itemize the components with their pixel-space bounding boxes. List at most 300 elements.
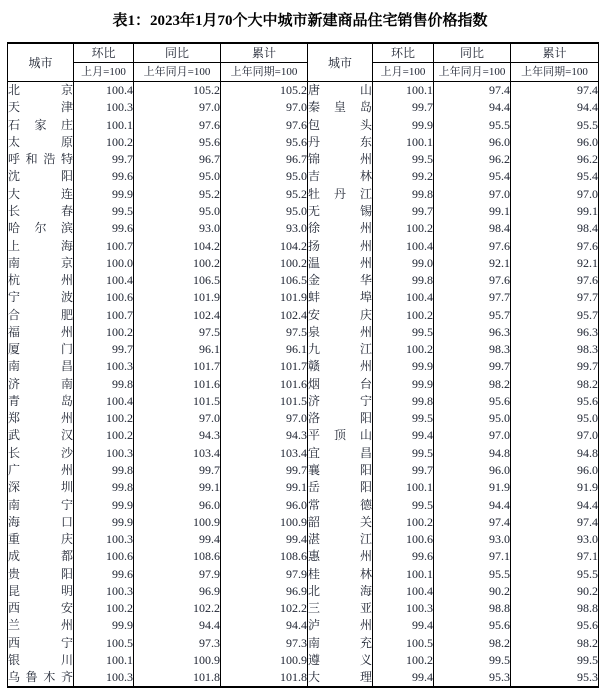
value-cell: 95.6: [221, 134, 308, 151]
city-cell: 锦州: [308, 151, 373, 168]
value-cell: 99.5: [373, 445, 434, 462]
value-cell: 94.3: [221, 427, 308, 444]
value-cell: 100.6: [373, 531, 434, 548]
value-cell: 100.4: [373, 289, 434, 306]
value-cell: 99.9: [373, 117, 434, 134]
value-cell: 99.7: [373, 462, 434, 479]
city-cell: 合肥: [8, 306, 74, 323]
price-index-table: [7, 42, 599, 688]
header-yoy-left: 同比: [134, 43, 221, 63]
city-cell: 烟台: [308, 376, 373, 393]
city-cell: 北海: [308, 583, 373, 600]
value-cell: 93.0: [434, 531, 511, 548]
header-city-right: 城市: [308, 43, 373, 82]
city-cell: 昆明: [8, 583, 74, 600]
value-cell: 99.1: [434, 203, 511, 220]
value-cell: 95.6: [511, 393, 599, 410]
value-cell: 106.5: [134, 272, 221, 289]
value-cell: 102.2: [221, 600, 308, 617]
value-cell: 98.2: [511, 376, 599, 393]
value-cell: 96.0: [434, 134, 511, 151]
header-mom-left: 环比: [74, 43, 134, 63]
table-row: [8, 151, 599, 168]
value-cell: 100.5: [373, 635, 434, 652]
value-cell: 97.0: [511, 186, 599, 203]
table-row: [8, 652, 599, 669]
city-cell: 西安: [8, 600, 74, 617]
table-row: [8, 306, 599, 323]
value-cell: 99.9: [74, 186, 134, 203]
value-cell: 100.9: [134, 652, 221, 669]
city-cell: 乌鲁木齐: [8, 669, 74, 687]
value-cell: 100.4: [74, 393, 134, 410]
city-cell: 太原: [8, 134, 74, 151]
value-cell: 96.0: [221, 496, 308, 513]
value-cell: 90.2: [511, 583, 599, 600]
table-row: [8, 82, 599, 100]
city-cell: 包头: [308, 117, 373, 134]
value-cell: 100.9: [221, 652, 308, 669]
city-cell: 福州: [8, 324, 74, 341]
city-cell: 徐州: [308, 220, 373, 237]
city-cell: 杭州: [8, 272, 74, 289]
table-row: [8, 462, 599, 479]
value-cell: 92.1: [511, 255, 599, 272]
table-row: [8, 376, 599, 393]
table-row: [8, 514, 599, 531]
value-cell: 106.5: [221, 272, 308, 289]
city-cell: 常德: [308, 496, 373, 513]
value-cell: 100.0: [74, 255, 134, 272]
value-cell: 100.9: [134, 514, 221, 531]
value-cell: 95.3: [511, 669, 599, 687]
city-cell: 三亚: [308, 600, 373, 617]
value-cell: 108.6: [134, 548, 221, 565]
value-cell: 95.2: [134, 186, 221, 203]
city-cell: 武汉: [8, 427, 74, 444]
value-cell: 100.6: [74, 548, 134, 565]
value-cell: 99.7: [434, 358, 511, 375]
value-cell: 100.3: [74, 583, 134, 600]
city-cell: 秦皇岛: [308, 99, 373, 116]
value-cell: 95.0: [134, 168, 221, 185]
city-cell: 洛阳: [308, 410, 373, 427]
table-row: [8, 134, 599, 151]
value-cell: 100.5: [74, 635, 134, 652]
city-cell: 吉林: [308, 168, 373, 185]
value-cell: 98.4: [511, 220, 599, 237]
value-cell: 100.2: [373, 514, 434, 531]
value-cell: 99.7: [221, 462, 308, 479]
value-cell: 94.4: [511, 99, 599, 116]
value-cell: 95.4: [434, 168, 511, 185]
header-city-left: 城市: [8, 43, 74, 82]
city-cell: 北京: [8, 82, 74, 100]
table-row: [8, 548, 599, 565]
value-cell: 97.0: [134, 99, 221, 116]
city-cell: 无锡: [308, 203, 373, 220]
city-cell: 银川: [8, 652, 74, 669]
value-cell: 94.4: [511, 496, 599, 513]
value-cell: 99.0: [373, 255, 434, 272]
city-cell: 蚌埠: [308, 289, 373, 306]
value-cell: 96.2: [434, 151, 511, 168]
table-row: [8, 358, 599, 375]
value-cell: 95.7: [511, 306, 599, 323]
value-cell: 97.5: [221, 324, 308, 341]
value-cell: 99.1: [134, 479, 221, 496]
value-cell: 99.5: [434, 652, 511, 669]
value-cell: 99.8: [373, 186, 434, 203]
city-cell: 沈阳: [8, 168, 74, 185]
value-cell: 96.9: [134, 583, 221, 600]
city-cell: 成都: [8, 548, 74, 565]
value-cell: 100.1: [373, 479, 434, 496]
city-cell: 郑州: [8, 410, 74, 427]
city-cell: 西宁: [8, 635, 74, 652]
value-cell: 95.0: [511, 410, 599, 427]
table-row: [8, 341, 599, 358]
city-cell: 大连: [8, 186, 74, 203]
value-cell: 99.8: [74, 376, 134, 393]
value-cell: 104.2: [221, 237, 308, 254]
value-cell: 95.7: [434, 306, 511, 323]
table-row: [8, 617, 599, 634]
value-cell: 95.6: [434, 617, 511, 634]
table-row: [8, 117, 599, 134]
city-cell: 韶关: [308, 514, 373, 531]
value-cell: 99.6: [74, 168, 134, 185]
value-cell: 97.7: [434, 289, 511, 306]
value-cell: 105.2: [134, 82, 221, 100]
value-cell: 95.5: [434, 117, 511, 134]
value-cell: 96.7: [134, 151, 221, 168]
table-row: [8, 393, 599, 410]
city-cell: 上海: [8, 237, 74, 254]
table-row: [8, 427, 599, 444]
value-cell: 103.4: [221, 445, 308, 462]
value-cell: 100.4: [74, 272, 134, 289]
city-cell: 济南: [8, 376, 74, 393]
value-cell: 97.6: [134, 117, 221, 134]
value-cell: 100.2: [134, 255, 221, 272]
value-cell: 100.9: [221, 514, 308, 531]
value-cell: 99.7: [373, 203, 434, 220]
city-cell: 济宁: [308, 393, 373, 410]
value-cell: 95.0: [134, 203, 221, 220]
value-cell: 97.6: [511, 272, 599, 289]
value-cell: 95.2: [221, 186, 308, 203]
value-cell: 99.8: [74, 462, 134, 479]
value-cell: 100.1: [74, 117, 134, 134]
value-cell: 97.6: [511, 237, 599, 254]
value-cell: 97.0: [221, 410, 308, 427]
value-cell: 103.4: [134, 445, 221, 462]
header-yoy-base-left: 上年同月=100: [134, 63, 221, 82]
value-cell: 94.4: [221, 617, 308, 634]
value-cell: 101.7: [221, 358, 308, 375]
value-cell: 100.2: [373, 652, 434, 669]
header-cum-base-left: 上年同期=100: [221, 63, 308, 82]
value-cell: 93.0: [221, 220, 308, 237]
city-cell: 赣州: [308, 358, 373, 375]
value-cell: 100.1: [373, 134, 434, 151]
value-cell: 96.1: [134, 341, 221, 358]
header-cum-left: 累计: [221, 43, 308, 63]
city-cell: 牡丹江: [308, 186, 373, 203]
value-cell: 98.8: [511, 600, 599, 617]
value-cell: 95.6: [511, 617, 599, 634]
city-cell: 惠州: [308, 548, 373, 565]
city-cell: 石家庄: [8, 117, 74, 134]
table-row: [8, 168, 599, 185]
city-cell: 兰州: [8, 617, 74, 634]
city-cell: 桂林: [308, 565, 373, 582]
city-cell: 哈尔滨: [8, 220, 74, 237]
city-cell: 泸州: [308, 617, 373, 634]
value-cell: 95.3: [434, 669, 511, 687]
table-row: [8, 410, 599, 427]
value-cell: 98.2: [434, 376, 511, 393]
value-cell: 100.7: [74, 306, 134, 323]
value-cell: 101.6: [134, 376, 221, 393]
table-row: [8, 186, 599, 203]
value-cell: 98.3: [511, 341, 599, 358]
city-cell: 丹东: [308, 134, 373, 151]
value-cell: 94.4: [134, 617, 221, 634]
value-cell: 99.9: [373, 376, 434, 393]
city-cell: 重庆: [8, 531, 74, 548]
value-cell: 99.4: [373, 669, 434, 687]
value-cell: 97.6: [221, 117, 308, 134]
value-cell: 99.5: [373, 496, 434, 513]
table-row: [8, 445, 599, 462]
city-cell: 唐山: [308, 82, 373, 100]
table-row: [8, 583, 599, 600]
city-cell: 遵义: [308, 652, 373, 669]
value-cell: 95.0: [221, 203, 308, 220]
city-cell: 襄阳: [308, 462, 373, 479]
value-cell: 94.4: [434, 496, 511, 513]
value-cell: 95.5: [511, 565, 599, 582]
value-cell: 96.0: [434, 462, 511, 479]
value-cell: 99.7: [74, 151, 134, 168]
table-row: [8, 255, 599, 272]
city-cell: 南京: [8, 255, 74, 272]
value-cell: 101.6: [221, 376, 308, 393]
value-cell: 93.0: [134, 220, 221, 237]
value-cell: 99.6: [373, 548, 434, 565]
value-cell: 97.9: [134, 565, 221, 582]
value-cell: 96.1: [221, 341, 308, 358]
value-cell: 99.4: [134, 531, 221, 548]
value-cell: 101.5: [221, 393, 308, 410]
table-row: [8, 600, 599, 617]
value-cell: 97.0: [511, 427, 599, 444]
city-cell: 长沙: [8, 445, 74, 462]
value-cell: 100.3: [74, 445, 134, 462]
header-yoy-right: 同比: [434, 43, 511, 63]
value-cell: 97.0: [134, 410, 221, 427]
value-cell: 108.6: [221, 548, 308, 565]
value-cell: 95.6: [134, 134, 221, 151]
value-cell: 94.3: [134, 427, 221, 444]
value-cell: 100.7: [74, 237, 134, 254]
value-cell: 94.8: [434, 445, 511, 462]
value-cell: 97.5: [134, 324, 221, 341]
city-cell: 呼和浩特: [8, 151, 74, 168]
value-cell: 97.7: [511, 289, 599, 306]
city-cell: 温州: [308, 255, 373, 272]
value-cell: 101.5: [134, 393, 221, 410]
header-mom-base-left: 上月=100: [74, 63, 134, 82]
value-cell: 91.9: [434, 479, 511, 496]
table-row: [8, 237, 599, 254]
city-cell: 泉州: [308, 324, 373, 341]
value-cell: 97.3: [134, 635, 221, 652]
value-cell: 95.5: [511, 117, 599, 134]
value-cell: 99.5: [373, 324, 434, 341]
value-cell: 99.4: [373, 617, 434, 634]
value-cell: 99.8: [373, 393, 434, 410]
city-cell: 青岛: [8, 393, 74, 410]
table-row: [8, 99, 599, 116]
value-cell: 99.8: [74, 479, 134, 496]
value-cell: 98.2: [434, 635, 511, 652]
value-cell: 101.9: [134, 289, 221, 306]
value-cell: 99.7: [373, 99, 434, 116]
value-cell: 95.0: [434, 410, 511, 427]
table-row: [8, 479, 599, 496]
value-cell: 100.4: [373, 237, 434, 254]
value-cell: 97.4: [511, 82, 599, 100]
value-cell: 100.2: [373, 220, 434, 237]
city-cell: 大理: [308, 669, 373, 687]
value-cell: 99.9: [373, 358, 434, 375]
city-cell: 南宁: [8, 496, 74, 513]
table-row: [8, 565, 599, 582]
value-cell: 101.8: [221, 669, 308, 687]
value-cell: 100.1: [74, 652, 134, 669]
header-cum-right: 累计: [511, 43, 599, 63]
value-cell: 100.3: [74, 669, 134, 687]
value-cell: 96.9: [221, 583, 308, 600]
table-row: [8, 669, 599, 687]
table-row: [8, 635, 599, 652]
city-cell: 宜昌: [308, 445, 373, 462]
value-cell: 97.0: [434, 427, 511, 444]
value-cell: 100.2: [74, 427, 134, 444]
city-cell: 广州: [8, 462, 74, 479]
table-row: [8, 289, 599, 306]
city-cell: 九江: [308, 341, 373, 358]
value-cell: 100.3: [373, 600, 434, 617]
table-row: [8, 220, 599, 237]
value-cell: 99.9: [74, 617, 134, 634]
value-cell: 99.7: [511, 358, 599, 375]
value-cell: 97.4: [434, 514, 511, 531]
value-cell: 100.4: [373, 583, 434, 600]
value-cell: 96.0: [134, 496, 221, 513]
table-title: 表1：2023年1月70个大中城市新建商品住宅销售价格指数: [112, 13, 488, 29]
value-cell: 96.3: [511, 324, 599, 341]
table-row: [8, 496, 599, 513]
value-cell: 96.0: [511, 134, 599, 151]
city-cell: 岳阳: [308, 479, 373, 496]
value-cell: 102.4: [221, 306, 308, 323]
value-cell: 97.9: [221, 565, 308, 582]
city-cell: 平顶山: [308, 427, 373, 444]
value-cell: 99.7: [134, 462, 221, 479]
value-cell: 94.4: [434, 99, 511, 116]
value-cell: 96.3: [434, 324, 511, 341]
value-cell: 95.0: [221, 168, 308, 185]
value-cell: 98.2: [511, 635, 599, 652]
value-cell: 105.2: [221, 82, 308, 100]
value-cell: 100.2: [74, 410, 134, 427]
value-cell: 104.2: [134, 237, 221, 254]
value-cell: 96.2: [511, 151, 599, 168]
value-cell: 97.1: [511, 548, 599, 565]
value-cell: 102.2: [134, 600, 221, 617]
value-cell: 100.6: [74, 289, 134, 306]
value-cell: 99.5: [511, 652, 599, 669]
value-cell: 98.4: [434, 220, 511, 237]
value-cell: 96.7: [221, 151, 308, 168]
value-cell: 100.3: [74, 99, 134, 116]
city-cell: 海口: [8, 514, 74, 531]
city-cell: 厦门: [8, 341, 74, 358]
value-cell: 99.9: [74, 514, 134, 531]
value-cell: 98.3: [434, 341, 511, 358]
value-cell: 101.9: [221, 289, 308, 306]
city-cell: 宁波: [8, 289, 74, 306]
value-cell: 99.6: [74, 220, 134, 237]
value-cell: 95.5: [434, 565, 511, 582]
header-mom-right: 环比: [373, 43, 434, 63]
value-cell: 100.4: [74, 82, 134, 100]
value-cell: 99.5: [373, 410, 434, 427]
value-cell: 102.4: [134, 306, 221, 323]
value-cell: 96.0: [511, 462, 599, 479]
value-cell: 97.4: [511, 514, 599, 531]
value-cell: 97.1: [434, 548, 511, 565]
value-cell: 100.2: [373, 306, 434, 323]
table-row: [8, 272, 599, 289]
value-cell: 99.7: [74, 341, 134, 358]
header-mom-base-right: 上月=100: [373, 63, 434, 82]
value-cell: 97.3: [221, 635, 308, 652]
table-row: [8, 531, 599, 548]
value-cell: 99.2: [373, 168, 434, 185]
value-cell: 99.1: [511, 203, 599, 220]
value-cell: 95.6: [434, 393, 511, 410]
value-cell: 93.0: [511, 531, 599, 548]
city-cell: 扬州: [308, 237, 373, 254]
value-cell: 100.1: [373, 82, 434, 100]
value-cell: 97.4: [434, 82, 511, 100]
table-header: [8, 43, 599, 82]
value-cell: 99.6: [74, 565, 134, 582]
value-cell: 90.2: [434, 583, 511, 600]
value-cell: 91.9: [511, 479, 599, 496]
city-cell: 安庆: [308, 306, 373, 323]
city-cell: 金华: [308, 272, 373, 289]
value-cell: 100.3: [74, 358, 134, 375]
value-cell: 100.2: [221, 255, 308, 272]
value-cell: 99.5: [74, 203, 134, 220]
header-cum-base-right: 上年同期=100: [511, 63, 599, 82]
